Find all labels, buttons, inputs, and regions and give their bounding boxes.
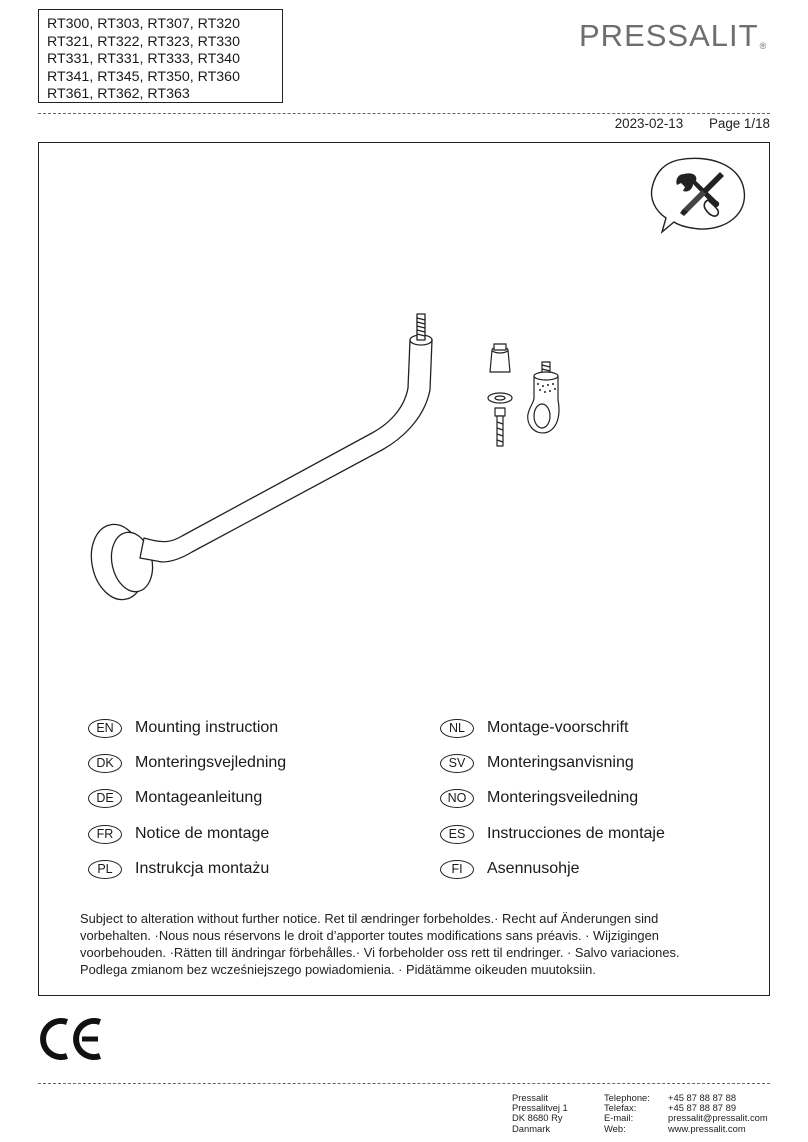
language-title: Monteringsvejledning [135,754,287,771]
model-line: RT341, RT345, RT350, RT360 [47,68,240,85]
model-list [38,9,283,103]
language-badge: FR [88,825,122,844]
language-row-fr [88,822,269,846]
ce-mark-icon [38,1016,106,1062]
language-badge: FI [440,860,474,879]
address-line: DK 8680 Ry [512,1112,563,1124]
language-title: Monteringsanvisning [487,754,634,771]
model-line: RT331, RT331, RT333, RT340 [47,51,240,68]
page-number: Page 1/18 [708,116,770,131]
contact-value: +45 87 88 87 89 [668,1102,737,1114]
language-badge: DK [88,754,122,773]
language-row-fi [440,857,580,881]
language-badge: DE [88,789,122,808]
footer-contact-labels [604,1093,650,1134]
document-meta [593,116,770,131]
language-title: Monteringsveiledning [487,789,639,806]
grab-bar-illustration [82,300,602,620]
alteration-notice [80,910,740,978]
language-badge: EN [88,719,122,738]
brand-logo [579,20,767,51]
language-badge: NO [440,789,474,808]
footer-address [512,1093,568,1134]
brand-name: PRESSALIT [579,18,759,53]
header-divider [38,113,770,114]
footer-divider [38,1083,770,1084]
notice-line: Subject to alteration without further notice. Ret til ændringer forbeholdes.· Recht auf Änderungen sind [80,911,659,926]
wrench-screwdriver-icon [648,154,748,236]
language-row-dk [88,751,286,775]
address-line: Pressalit [512,1092,548,1103]
language-badge: SV [440,754,474,773]
contact-label: Telefax: [604,1102,637,1114]
language-title: Mounting instruction [135,719,279,736]
language-row-sv [440,751,634,775]
language-title: Instrucciones de montaje [487,825,665,842]
model-line: RT361, RT362, RT363 [47,86,190,103]
language-row-pl [88,857,269,881]
model-line: RT300, RT303, RT307, RT320 [47,16,240,32]
language-row-de [88,786,262,810]
contact-value: www.pressalit.com [668,1122,746,1134]
contact-label: E-mail: [604,1112,634,1124]
language-row-es [440,822,665,846]
address-line: Danmark [512,1122,551,1134]
contact-label: Web: [604,1122,626,1134]
contact-label: Telephone: [604,1092,650,1103]
contact-value: +45 87 88 87 88 [668,1092,737,1103]
language-badge: PL [88,860,122,879]
language-row-nl [440,716,628,740]
notice-line: Podlega zmianom bez wcześniejszego powiadomienia. · Pidätämme oikeuden muutoksiin. [80,962,596,977]
language-title: Asennusohje [487,860,580,877]
brand-registered-mark: ® [759,41,768,51]
language-title: Montage-voorschrift [487,719,629,736]
language-badge: ES [440,825,474,844]
language-title: Notice de montage [135,825,270,842]
model-line: RT321, RT322, RT323, RT330 [47,33,240,50]
language-row-no [440,786,638,810]
language-badge: NL [440,719,474,738]
notice-line: vorbehalten. ·Nous nous réservons le droit d’apporter toutes modifications sans préavis. · Wijzigingen [80,928,659,943]
footer-contact-values [668,1093,768,1134]
document-date: 2023-02-13 [614,116,684,131]
contact-value: pressalit@pressalit.com [668,1112,768,1124]
language-title: Instrukcja montażu [135,860,270,877]
address-line: Pressalitvej 1 [512,1102,568,1114]
notice-line: voorbehouden. ·Rätten till ändringar förbehålles.· Vi forbeholder oss rett til endringer. · Salvo variaciones. [80,945,680,960]
language-row-en [88,716,278,740]
language-title: Montageanleitung [135,789,263,806]
